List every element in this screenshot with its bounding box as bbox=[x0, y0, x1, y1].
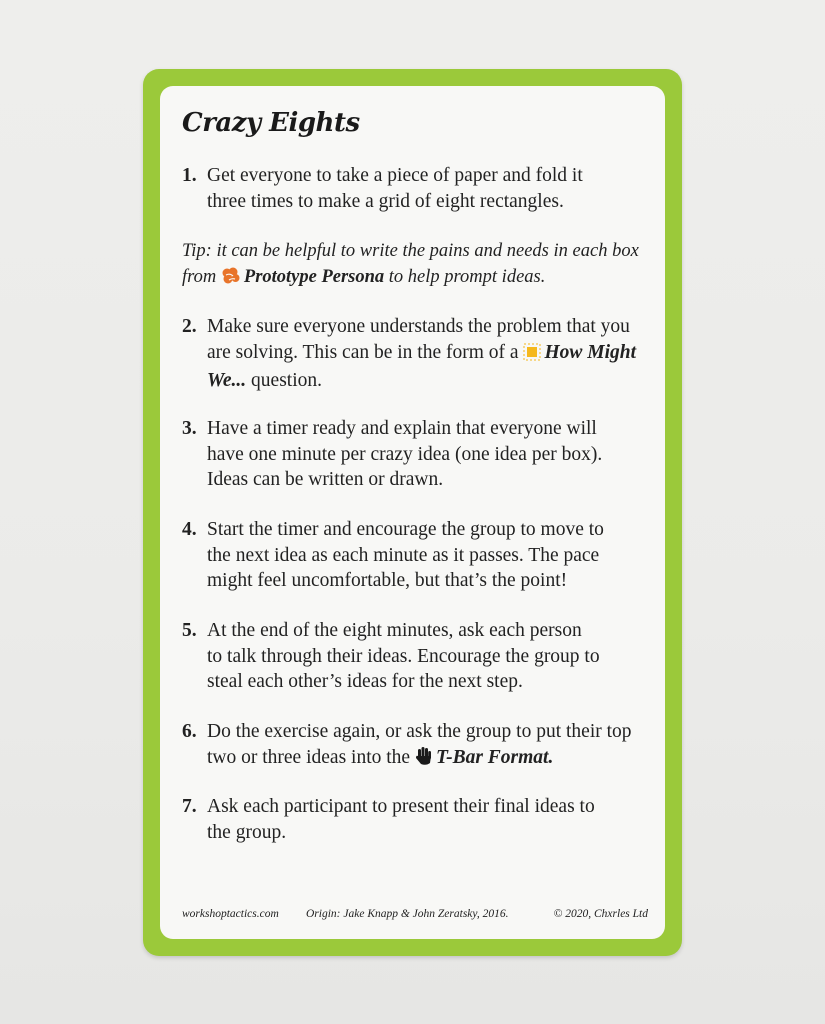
step-text: Do the exercise again, or ask the group to put their top two or three ideas into the T-Bar Format. bbox=[182, 719, 652, 773]
step-3 bbox=[182, 416, 652, 493]
step-number: 2. bbox=[182, 316, 197, 337]
origin-label: Origin: Jake Knapp & John Zeratsky, 2016. bbox=[306, 908, 509, 920]
card-footer bbox=[182, 908, 648, 924]
copyright-label: © 2020, Chxrles Ltd bbox=[553, 908, 648, 920]
step-text: Have a timer ready and explain that everyone will have one minute per crazy idea (one idea per box). Ideas can be written or drawn. bbox=[207, 418, 603, 490]
step-number: 5. bbox=[182, 620, 197, 641]
step-number: 3. bbox=[182, 418, 197, 439]
step-number: 6. bbox=[182, 721, 197, 742]
card-title: Crazy Eights bbox=[182, 108, 360, 138]
yellow-sticky-note-icon bbox=[523, 343, 541, 369]
step-number: 1. bbox=[182, 165, 197, 186]
orange-brain-icon bbox=[221, 267, 241, 293]
step-number: 7. bbox=[182, 796, 197, 817]
black-hand-icon bbox=[415, 746, 433, 774]
step-5 bbox=[182, 618, 652, 695]
t-bar-format-ref: T-Bar Format. bbox=[435, 746, 554, 768]
step-1 bbox=[182, 163, 652, 214]
tip: Tip: it can be helpful to write the pains and needs in each box from Prototype Persona to help prompt ideas. bbox=[182, 238, 662, 293]
step-7 bbox=[182, 794, 652, 845]
step-2 bbox=[182, 314, 652, 394]
card-panel bbox=[160, 86, 665, 939]
step-text: Start the timer and encourage the group to move to the next idea as each minute as it passes. The pace might feel uncomfortable, but that’s the point! bbox=[207, 519, 604, 591]
step-text: At the end of the eight minutes, ask each person to talk through their ideas. Encourage the group to steal each other’s ideas for the next step. bbox=[207, 620, 600, 692]
step-4 bbox=[182, 517, 652, 594]
how-might-we-ref: How Might We... bbox=[207, 341, 637, 391]
prototype-persona-ref: Prototype Persona bbox=[243, 267, 385, 287]
tactic-card bbox=[143, 69, 682, 956]
website-label: workshoptactics.com bbox=[182, 908, 279, 920]
step-6 bbox=[182, 719, 652, 773]
step-number: 4. bbox=[182, 519, 197, 540]
step-text: Make sure everyone understands the problem that you are solving. This can be in the form of a How Might We... question. bbox=[207, 316, 637, 391]
step-text: Get everyone to take a piece of paper and fold it three times to make a grid of eight rectangles. bbox=[207, 165, 583, 212]
step-text: Ask each participant to present their final ideas to the group. bbox=[207, 796, 595, 843]
